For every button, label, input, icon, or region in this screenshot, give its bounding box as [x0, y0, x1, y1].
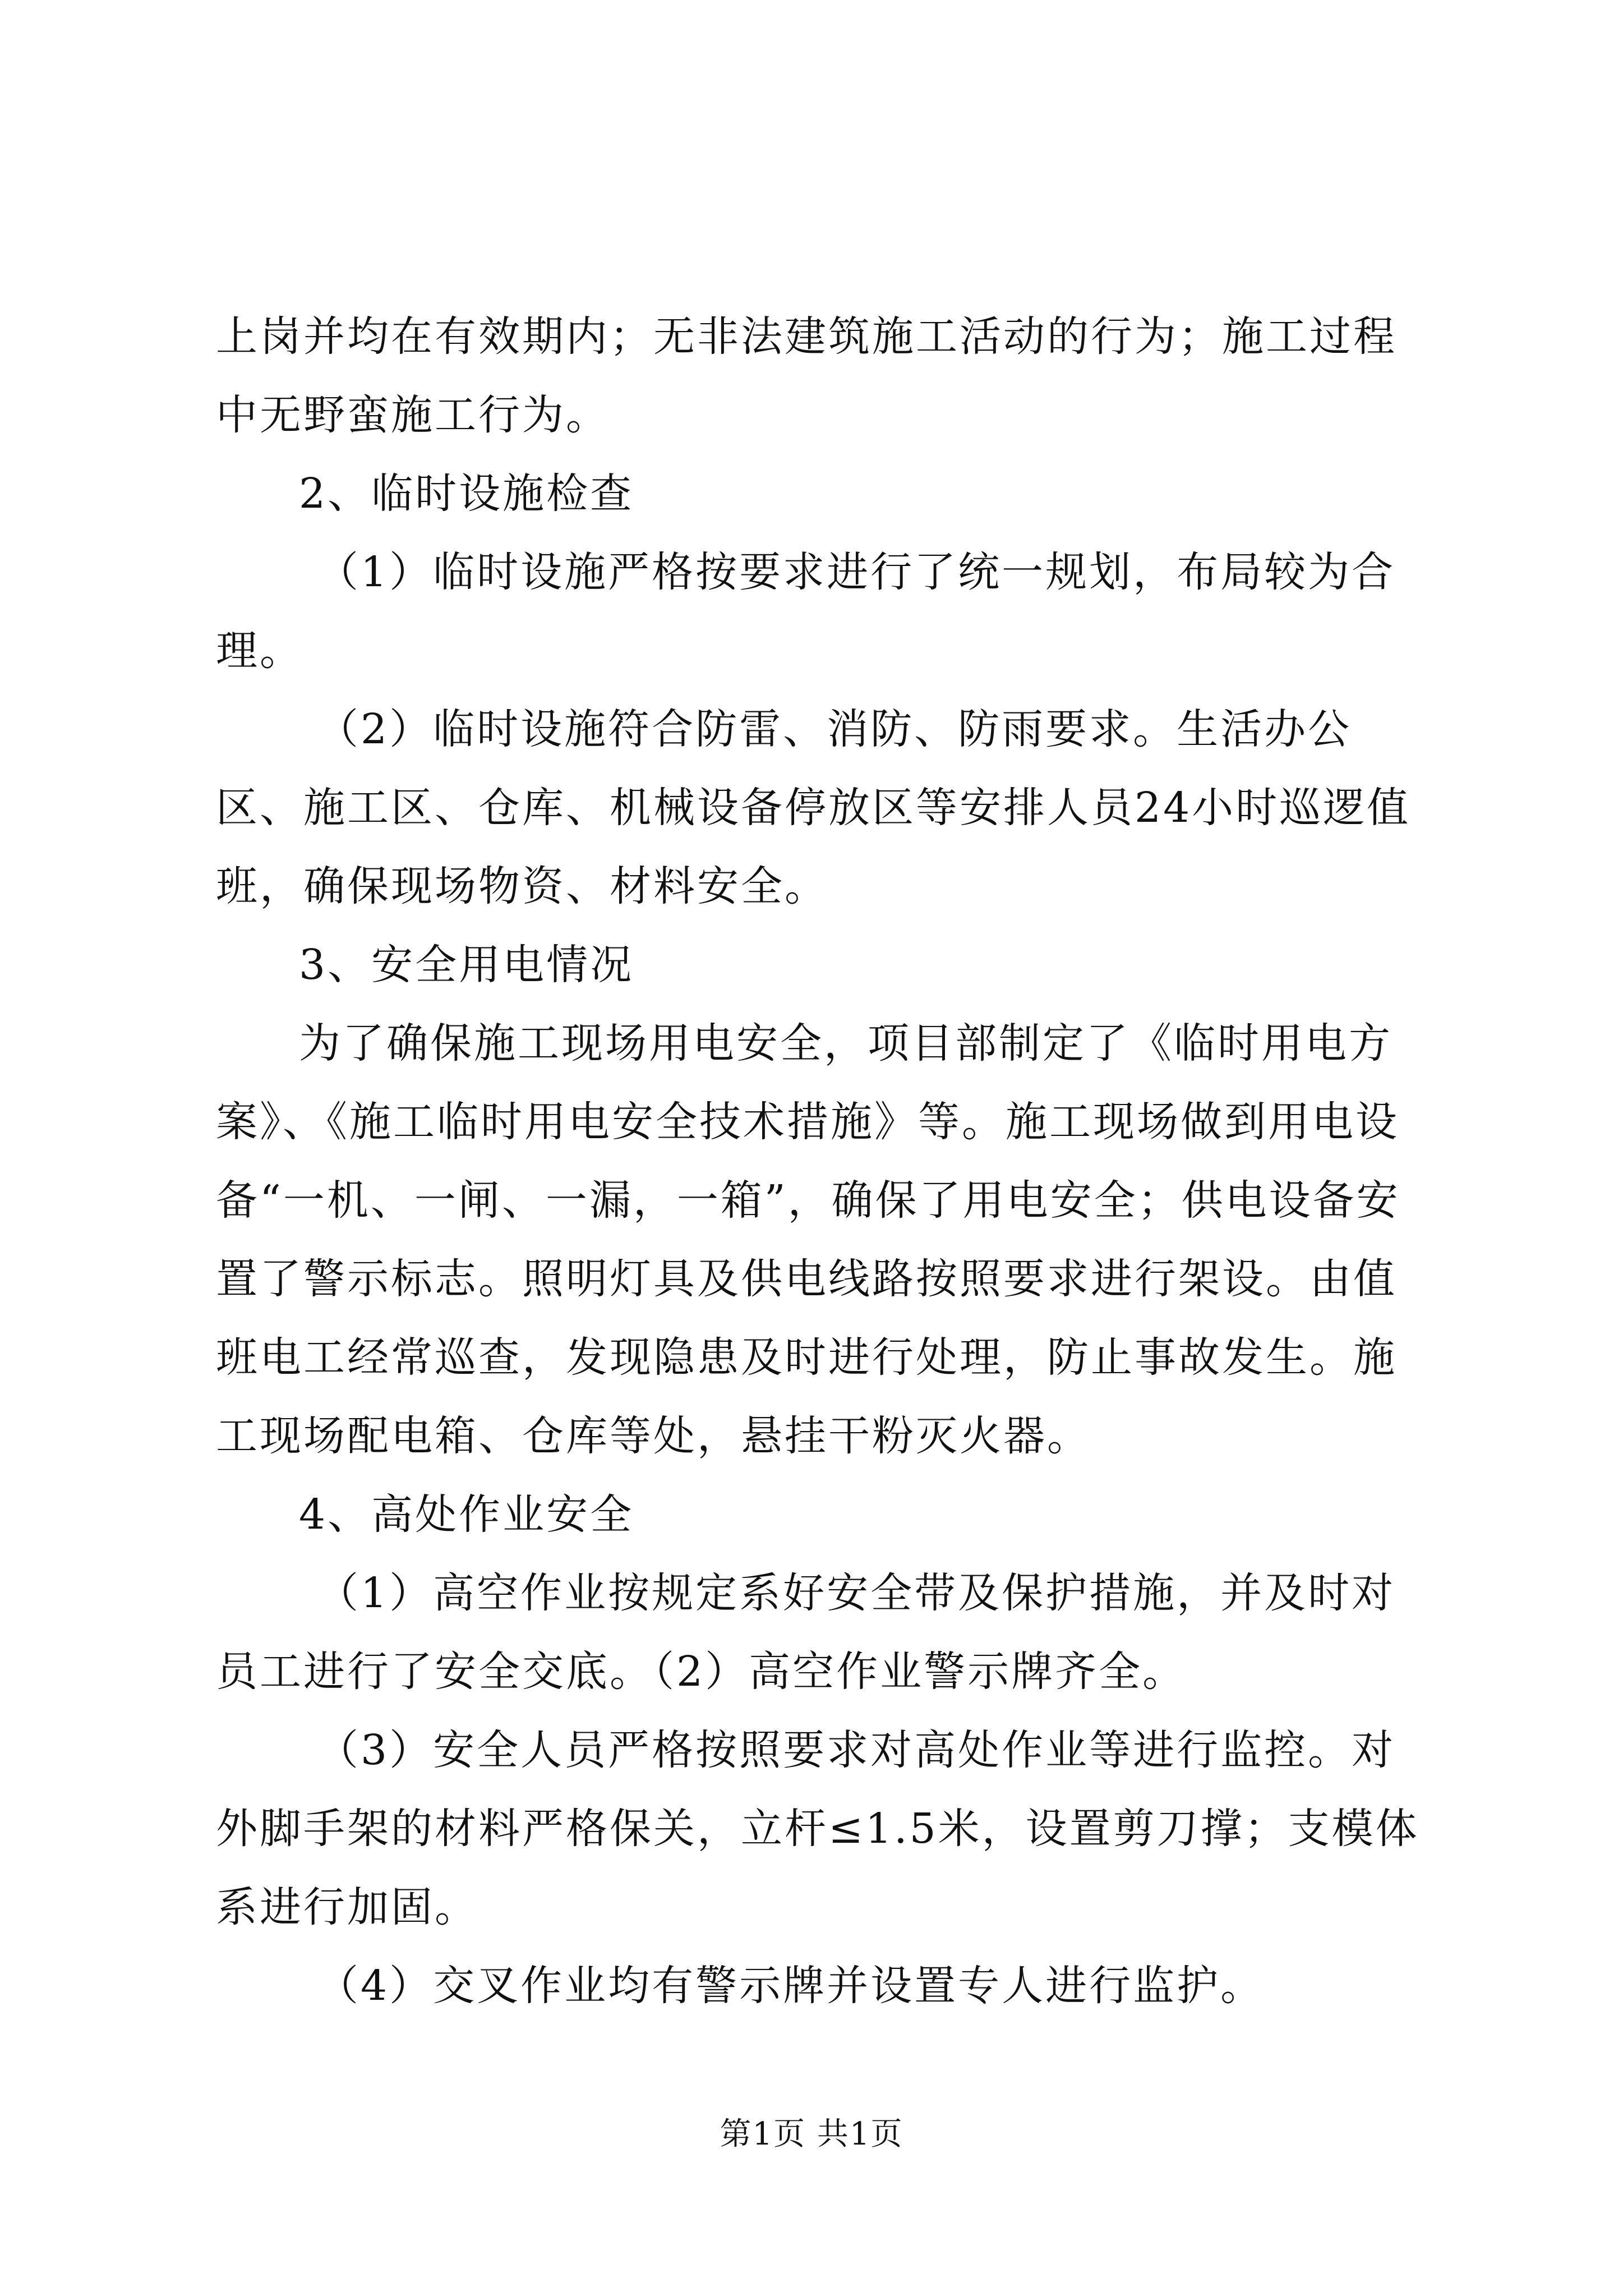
list-item: （4）交叉作业均有警示牌并设置专人进行监护。 — [317, 1962, 1265, 2010]
section-heading-work-at-height: 4、高处作业安全 — [299, 1490, 634, 1539]
list-item: （1）临时设施严格按要求进行了统一规划，布局较为合理。 — [216, 548, 1396, 675]
section-heading-temporary-facilities: 2、临时设施检查 — [299, 470, 634, 518]
section-heading-electrical-safety: 3、安全用电情况 — [299, 941, 634, 989]
list-item: （2）临时设施符合防雷、消防、防雨要求。生活办公区、施工区、仓库、机械设备停放区等安排人员24小时巡逻值班，确保现场物资、材料安全。 — [216, 705, 1411, 910]
list-item: （1）高空作业按规定系好安全带及保护措施，并及时对员工进行了安全交底。（2）高空作业警示牌齐全。 — [216, 1569, 1396, 1696]
list-item: （3）安全人员严格按照要求对高处作业等进行监控。对外脚手架的材料严格保关，立杆≤1.5米，设置剪刀撑；支模体系进行加固。 — [216, 1726, 1419, 1931]
page-footer: 第1页 共1页 — [720, 2116, 903, 2152]
paragraph-continuation: 上岗并均在有效期内；无非法建筑施工活动的行为；施工过程中无野蛮施工行为。 — [216, 312, 1397, 439]
document-body — [216, 297, 1427, 2025]
paragraph-electrical-safety: 为了确保施工现场用电安全，项目部制定了《临时用电方案》、《施工临时用电安全技术措施》等。施工现场做到用电设备“一机、一闸、一漏，一箱”，确保了用电安全；供电设备安置了警示标志。照明灯具及供电线路按照要求进行架设。由值班电工经常巡查，发现隐患及时进行处理，防止事故发生。施工现场配电箱、仓库等处，悬挂干粉灭火器。 — [216, 1019, 1400, 1460]
